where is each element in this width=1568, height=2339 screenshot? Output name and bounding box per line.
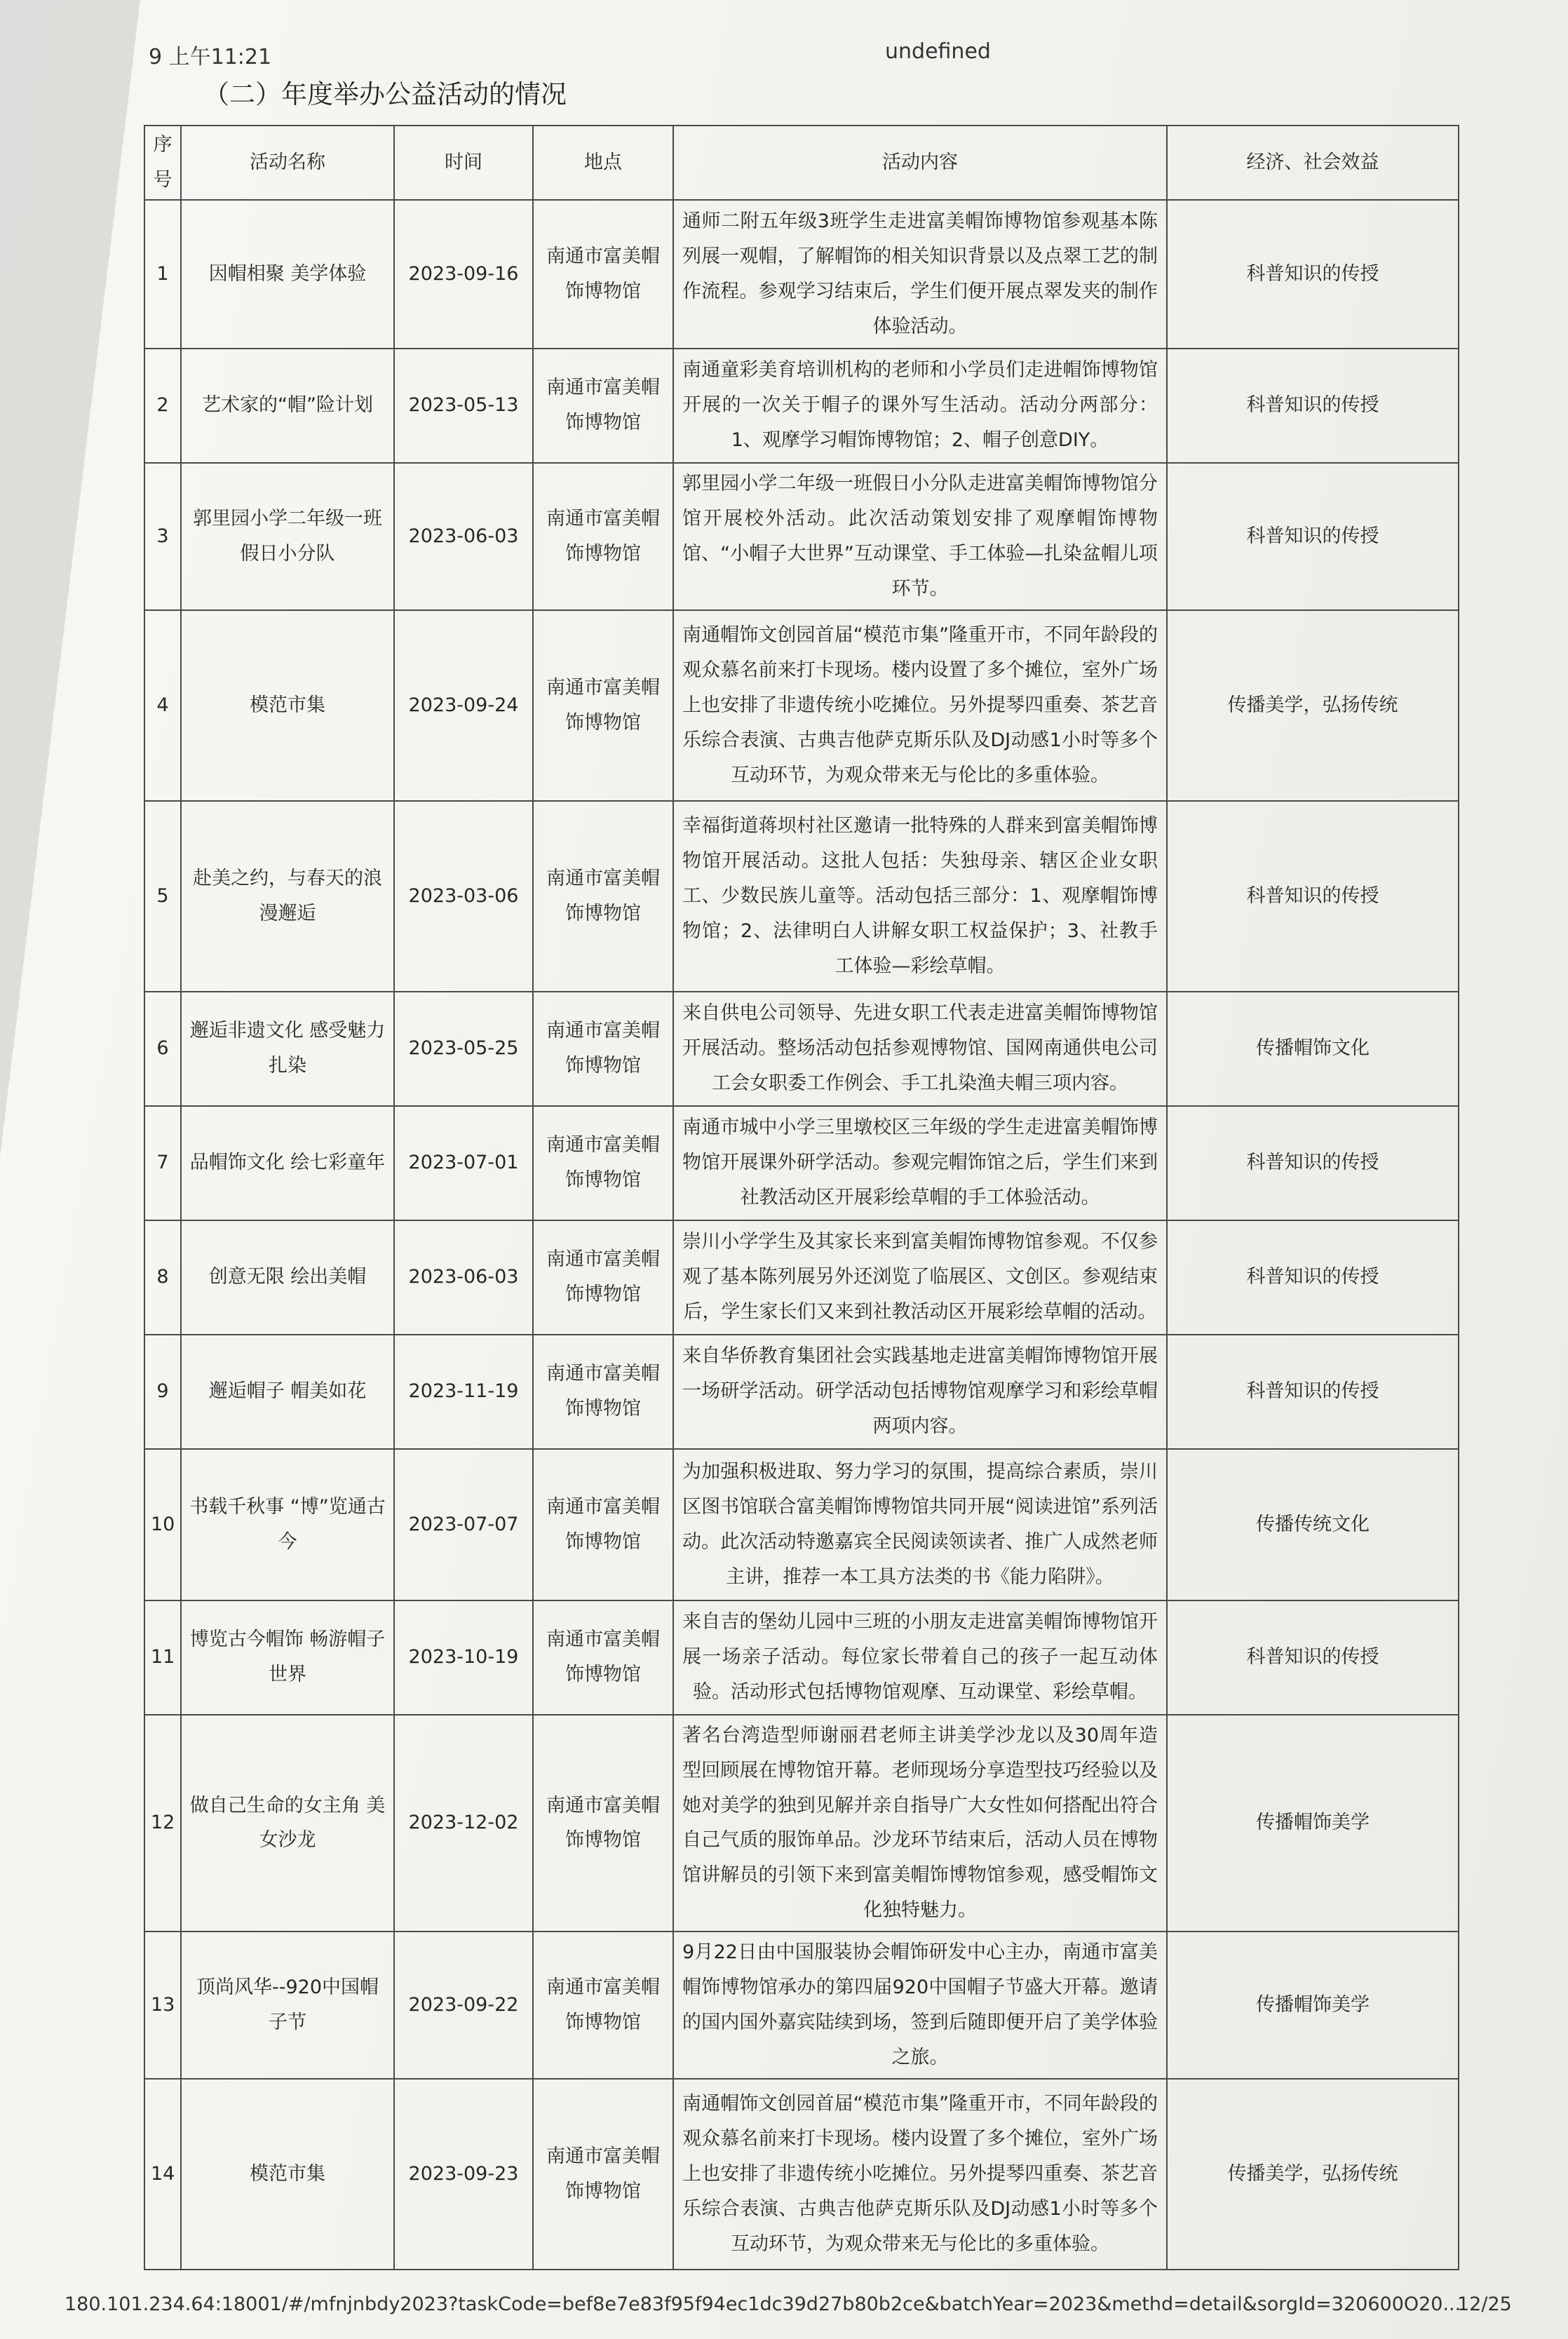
cell-name: 赴美之约，与春天的浪漫邂逅 xyxy=(181,801,394,992)
cell-date: 2023-10-19 xyxy=(394,1600,533,1715)
cell-place: 南通市富美帽饰博物馆 xyxy=(533,1932,673,2079)
cell-date: 2023-11-19 xyxy=(394,1335,533,1449)
cell-no: 7 xyxy=(144,1106,181,1220)
cell-date: 2023-07-07 xyxy=(394,1449,533,1600)
cell-benefit: 科普知识的传授 xyxy=(1167,1220,1459,1335)
cell-content: 通师二附五年级3班学生走进富美帽饰博物馆参观基本陈列展一观帽，了解帽饰的相关知识背景以及点翠工艺的制作流程。参观学习结束后，学生们便开展点翠发夹的制作体验活动。 xyxy=(673,200,1167,349)
cell-place: 南通市富美帽饰博物馆 xyxy=(533,200,673,349)
cell-content: 为加强积极进取、努力学习的氛围，提高综合素质，崇川区图书馆联合富美帽饰博物馆共同开展“阅读进馆”系列活动。此次活动特邀嘉宾全民阅读领读者、推广人成然老师主讲，推荐一本工具方法类的书《能力陷阱》。 xyxy=(673,1449,1167,1600)
cell-name: 品帽饰文化 绘七彩童年 xyxy=(181,1106,394,1220)
cell-no: 6 xyxy=(144,992,181,1106)
cell-place: 南通市富美帽饰博物馆 xyxy=(533,2079,673,2270)
cell-place: 南通市富美帽饰博物馆 xyxy=(533,1220,673,1335)
cell-date: 2023-09-23 xyxy=(394,2079,533,2270)
table-header-row xyxy=(144,126,1459,200)
table-row xyxy=(144,1600,1459,1715)
col-header-content: 活动内容 xyxy=(673,126,1167,200)
cell-benefit: 科普知识的传授 xyxy=(1167,1106,1459,1220)
cell-no: 14 xyxy=(144,2079,181,2270)
col-header-no: 序号 xyxy=(144,126,181,200)
cell-content: 崇川小学学生及其家长来到富美帽饰博物馆参观。不仅参观了基本陈列展另外还浏览了临展区、文创区。参观结束后，学生家长们又来到社教活动区开展彩绘草帽的活动。 xyxy=(673,1220,1167,1335)
table-row xyxy=(144,463,1459,610)
col-header-benefit: 经济、社会效益 xyxy=(1167,126,1459,200)
cell-benefit: 科普知识的传授 xyxy=(1167,1335,1459,1449)
cell-content: 9月22日由中国服装协会帽饰研发中心主办，南通市富美帽饰博物馆承办的第四届920中国帽子节盛大开幕。邀请的国内国外嘉宾陆续到场，签到后随即便开启了美学体验之旅。 xyxy=(673,1932,1167,2079)
cell-place: 南通市富美帽饰博物馆 xyxy=(533,349,673,463)
table-row xyxy=(144,1106,1459,1220)
cell-date: 2023-03-06 xyxy=(394,801,533,992)
cell-no: 10 xyxy=(144,1449,181,1600)
print-time: 9 上午11:21 xyxy=(149,45,272,69)
cell-benefit: 传播帽饰美学 xyxy=(1167,1715,1459,1932)
cell-no: 9 xyxy=(144,1335,181,1449)
cell-date: 2023-09-16 xyxy=(394,200,533,349)
cell-place: 南通市富美帽饰博物馆 xyxy=(533,1335,673,1449)
cell-name: 艺术家的“帽”险计划 xyxy=(181,349,394,463)
cell-name: 顶尚风华--920中国帽子节 xyxy=(181,1932,394,2079)
cell-place: 南通市富美帽饰博物馆 xyxy=(533,1449,673,1600)
cell-content: 南通市城中小学三里墩校区三年级的学生走进富美帽饰博物馆开展课外研学活动。参观完帽饰馆之后，学生们来到社教活动区开展彩绘草帽的手工体验活动。 xyxy=(673,1106,1167,1220)
table-row xyxy=(144,610,1459,801)
cell-date: 2023-06-03 xyxy=(394,1220,533,1335)
cell-benefit: 传播帽饰文化 xyxy=(1167,992,1459,1106)
cell-benefit: 科普知识的传授 xyxy=(1167,801,1459,992)
table-row xyxy=(144,1220,1459,1335)
cell-name: 模范市集 xyxy=(181,2079,394,2270)
cell-benefit: 科普知识的传授 xyxy=(1167,463,1459,610)
activities-table xyxy=(144,125,1459,2270)
cell-date: 2023-12-02 xyxy=(394,1715,533,1932)
table-row xyxy=(144,801,1459,992)
cell-content: 南通帽饰文创园首届“模范市集”隆重开市，不同年龄段的观众慕名前来打卡现场。楼内设置了多个摊位，室外广场上也安排了非遗传统小吃摊位。另外提琴四重奏、茶艺音乐综合表演、古典吉他萨克斯乐队及DJ动感1小时等多个互动环节，为观众带来无与伦比的多重体验。 xyxy=(673,610,1167,801)
cell-name: 因帽相聚 美学体验 xyxy=(181,200,394,349)
cell-place: 南通市富美帽饰博物馆 xyxy=(533,1106,673,1220)
cell-benefit: 科普知识的传授 xyxy=(1167,349,1459,463)
cell-benefit: 传播帽饰美学 xyxy=(1167,1932,1459,2079)
cell-no: 1 xyxy=(144,200,181,349)
page-number: 12/25 xyxy=(1457,2293,1512,2315)
cell-date: 2023-06-03 xyxy=(394,463,533,610)
cell-content: 来自华侨教育集团社会实践基地走进富美帽饰博物馆开展一场研学活动。研学活动包括博物馆观摩学习和彩绘草帽两项内容。 xyxy=(673,1335,1167,1449)
cell-date: 2023-07-01 xyxy=(394,1106,533,1220)
col-header-name: 活动名称 xyxy=(181,126,394,200)
cell-content: 南通帽饰文创园首届“模范市集”隆重开市，不同年龄段的观众慕名前来打卡现场。楼内设置了多个摊位，室外广场上也安排了非遗传统小吃摊位。另外提琴四重奏、茶艺音乐综合表演、古典吉他萨克斯乐队及DJ动感1小时等多个互动环节，为观众带来无与伦比的多重体验。 xyxy=(673,2079,1167,2270)
cell-date: 2023-05-13 xyxy=(394,349,533,463)
cell-name: 邂逅非遗文化 感受魅力扎染 xyxy=(181,992,394,1106)
table-row xyxy=(144,1335,1459,1449)
table-row xyxy=(144,2079,1459,2270)
table-row xyxy=(144,1932,1459,2079)
cell-place: 南通市富美帽饰博物馆 xyxy=(533,1600,673,1715)
cell-benefit: 传播美学，弘扬传统 xyxy=(1167,2079,1459,2270)
page-shadow xyxy=(0,0,140,1157)
cell-place: 南通市富美帽饰博物馆 xyxy=(533,463,673,610)
cell-name: 邂逅帽子 帽美如花 xyxy=(181,1335,394,1449)
cell-benefit: 科普知识的传授 xyxy=(1167,1600,1459,1715)
cell-no: 11 xyxy=(144,1600,181,1715)
col-header-date: 时间 xyxy=(394,126,533,200)
table-row xyxy=(144,992,1459,1106)
section-title: （二）年度举办公益活动的情况 xyxy=(203,79,567,109)
cell-no: 2 xyxy=(144,349,181,463)
cell-content: 来自吉的堡幼儿园中三班的小朋友走进富美帽饰博物馆开展一场亲子活动。每位家长带着自己的孩子一起互动体验。活动形式包括博物馆观摩、互动课堂、彩绘草帽。 xyxy=(673,1600,1167,1715)
cell-no: 3 xyxy=(144,463,181,610)
table-row xyxy=(144,200,1459,349)
print-header-title: undefined xyxy=(885,39,991,64)
cell-no: 5 xyxy=(144,801,181,992)
cell-benefit: 传播传统文化 xyxy=(1167,1449,1459,1600)
cell-place: 南通市富美帽饰博物馆 xyxy=(533,801,673,992)
cell-no: 4 xyxy=(144,610,181,801)
cell-date: 2023-09-24 xyxy=(394,610,533,801)
cell-content: 著名台湾造型师谢丽君老师主讲美学沙龙以及30周年造型回顾展在博物馆开幕。老师现场分享造型技巧经验以及她对美学的独到见解并亲自指导广大女性如何搭配出符合自己气质的服饰单品。沙龙环节结束后，活动人员在博物馆讲解员的引领下来到富美帽饰博物馆参观，感受帽饰文化独特魅力。 xyxy=(673,1715,1167,1932)
cell-benefit: 传播美学，弘扬传统 xyxy=(1167,610,1459,801)
cell-benefit: 科普知识的传授 xyxy=(1167,200,1459,349)
cell-no: 13 xyxy=(144,1932,181,2079)
cell-place: 南通市富美帽饰博物馆 xyxy=(533,610,673,801)
footer-url: 180.101.234.64:18001/#/mfnjnbdy2023?taskCode=bef8e7e83f95f94ec1dc39d27b80b2ce&batchYear=2023&methd=detail&sorgId=320600O20... xyxy=(65,2293,1461,2315)
cell-name: 博览古今帽饰 畅游帽子世界 xyxy=(181,1600,394,1715)
cell-date: 2023-09-22 xyxy=(394,1932,533,2079)
cell-place: 南通市富美帽饰博物馆 xyxy=(533,992,673,1106)
cell-content: 来自供电公司领导、先进女职工代表走进富美帽饰博物馆开展活动。整场活动包括参观博物馆、国网南通供电公司工会女职委工作例会、手工扎染渔夫帽三项内容。 xyxy=(673,992,1167,1106)
cell-place: 南通市富美帽饰博物馆 xyxy=(533,1715,673,1932)
table-row xyxy=(144,1715,1459,1932)
cell-name: 模范市集 xyxy=(181,610,394,801)
table-row xyxy=(144,1449,1459,1600)
cell-date: 2023-05-25 xyxy=(394,992,533,1106)
cell-no: 12 xyxy=(144,1715,181,1932)
cell-name: 郭里园小学二年级一班假日小分队 xyxy=(181,463,394,610)
cell-no: 8 xyxy=(144,1220,181,1335)
cell-content: 幸福街道蒋坝村社区邀请一批特殊的人群来到富美帽饰博物馆开展活动。这批人包括：失独母亲、辖区企业女职工、少数民族儿童等。活动包括三部分：1、观摩帽饰博物馆；2、法律明白人讲解女职工权益保护；3、社教手工体验—彩绘草帽。 xyxy=(673,801,1167,992)
cell-content: 南通童彩美育培训机构的老师和小学员们走进帽饰博物馆开展的一次关于帽子的课外写生活动。活动分两部分：1、观摩学习帽饰博物馆；2、帽子创意DIY。 xyxy=(673,349,1167,463)
cell-name: 书载千秋事 “博”览通古今 xyxy=(181,1449,394,1600)
cell-name: 创意无限 绘出美帽 xyxy=(181,1220,394,1335)
cell-name: 做自己生命的女主角 美女沙龙 xyxy=(181,1715,394,1932)
cell-content: 郭里园小学二年级一班假日小分队走进富美帽饰博物馆分馆开展校外活动。此次活动策划安排了观摩帽饰博物馆、“小帽子大世界”互动课堂、手工体验—扎染盆帽儿项环节。 xyxy=(673,463,1167,610)
col-header-place: 地点 xyxy=(533,126,673,200)
table-row xyxy=(144,349,1459,463)
